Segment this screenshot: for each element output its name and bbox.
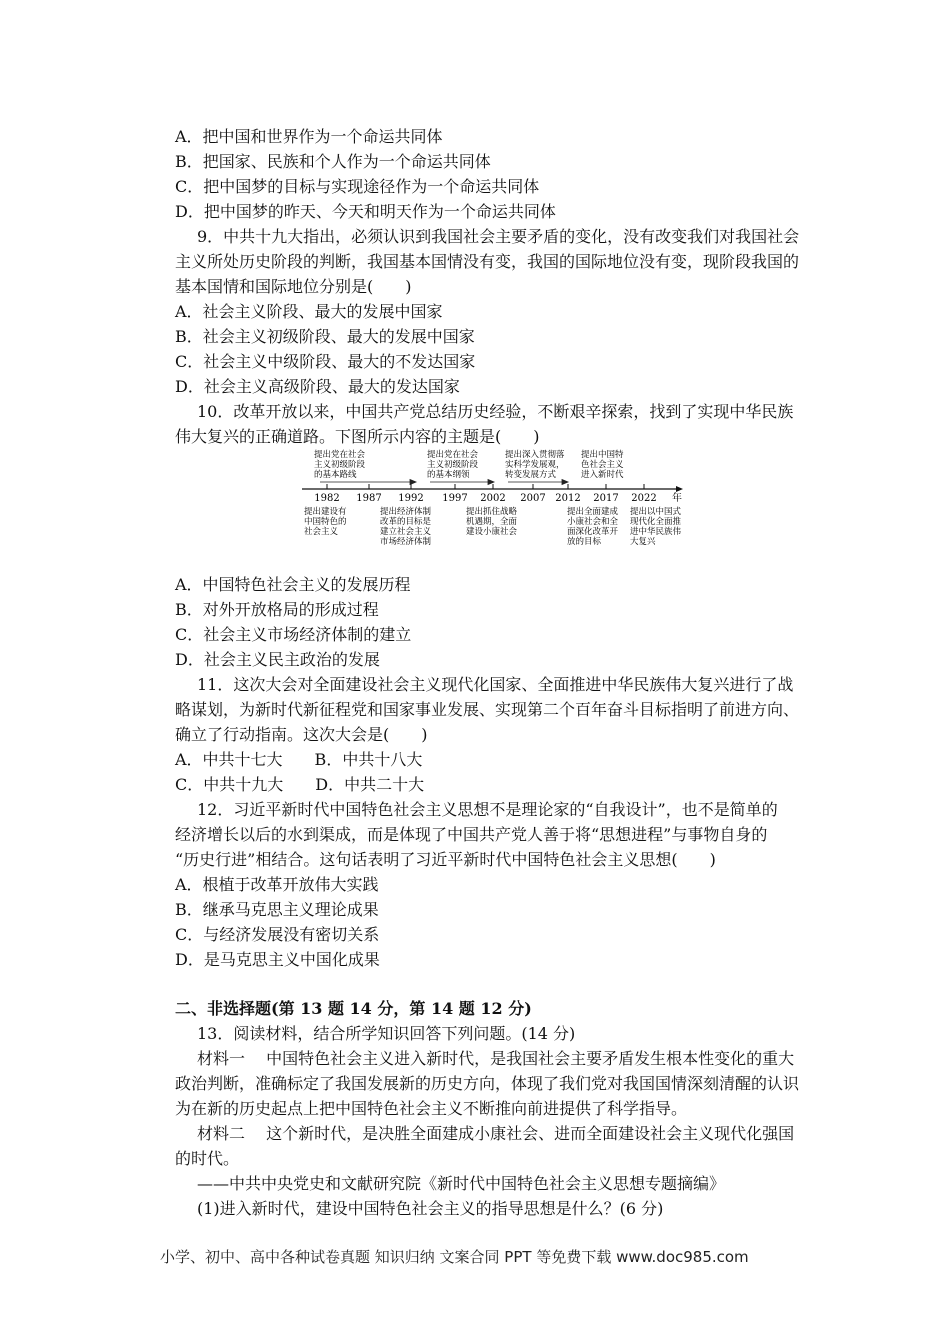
q12-stem-line: 12．习近平新时代中国特色社会主义思想不是理论家的“自我设计”，也不是简单的 — [197, 800, 778, 819]
timeline-event-text: 的基本路线 — [314, 470, 357, 480]
timeline-event-text: 主义初级阶段 — [314, 460, 366, 470]
timeline-year-label: 2017 — [593, 493, 619, 504]
timeline-top-event — [427, 449, 479, 480]
timeline-event-text: 改革的目标是 — [380, 517, 432, 527]
timeline-event-text: 大复兴 — [630, 537, 656, 547]
q13-material1-line: 材料一 中国特色社会主义进入新时代，是我国社会主要矛盾发生根本性变化的重大 — [197, 1049, 795, 1068]
q9-stem-line: 主义所处历史阶段的判断，我国基本国情没有变，我国的国际地位没有变，现阶段我国的 — [175, 252, 800, 271]
timeline-event-text: 提出党在社会 — [427, 450, 479, 460]
q13-material1-line: 为在新的历史起点上把中国特色社会主义不断推向前进提供了科学指导。 — [175, 1099, 688, 1118]
timeline-event-text: 进入新时代 — [581, 470, 624, 480]
q10-option-a: A．中国特色社会主义的发展历程 — [175, 575, 411, 594]
q8-option-c: C．把中国梦的目标与实现途径作为一个命运共同体 — [175, 177, 540, 196]
timeline-event-text: 实科学发展观， — [505, 460, 565, 470]
q13-material1-line: 政治判断，准确标定了我国发展新的历史方向，体现了我们党对我国国情深刻清醒的认识 — [175, 1074, 800, 1093]
timeline-event-text: 建立社会主义 — [380, 527, 432, 537]
timeline-event-text: 中国特色的 — [304, 517, 347, 527]
q10-stem-line: 10．改革开放以来，中国共产党总结历史经验，不断艰辛探索，找到了实现中华民族 — [197, 402, 794, 421]
timeline-event-text: 提出党在社会 — [314, 450, 366, 460]
timeline-year-label: 2012 — [555, 493, 581, 504]
q8-option-a: A．把中国和世界作为一个命运共同体 — [175, 127, 443, 146]
timeline-event-text: 现代化全面推 — [630, 517, 682, 527]
q13-material2-line: 的时代。 — [175, 1149, 240, 1168]
q12-option-b: B．继承马克思主义理论成果 — [175, 900, 379, 919]
timeline-event-text: 机遇期，全面 — [466, 517, 518, 527]
timeline-event-text: 提出以中国式 — [630, 507, 682, 517]
timeline-event-text: 提出经济体制 — [380, 507, 432, 517]
q11-options-ab: A．中共十七大 B．中共十八大 — [175, 750, 423, 769]
timeline-figure — [300, 448, 692, 564]
timeline-year-label: 1992 — [398, 493, 424, 504]
q13-stem: 13．阅读材料，结合所学知识回答下列问题。(14 分) — [197, 1024, 576, 1043]
timeline-event-text: 色社会主义 — [581, 460, 624, 470]
timeline-bottom-event — [630, 506, 682, 547]
q9-option-a: A．社会主义阶段、最大的发展中国家 — [175, 302, 443, 321]
timeline-ticks — [314, 484, 656, 504]
timeline-arrows — [320, 480, 568, 485]
timeline-event-text: 提出深入贯彻落 — [505, 450, 565, 460]
timeline-year-label: 1997 — [442, 493, 468, 504]
q13-material2-line: 材料二 这个新时代，是决胜全面建成小康社会、进而全面建设社会主义现代化强国 — [197, 1124, 795, 1143]
q9-option-c: C．社会主义中级阶段、最大的不发达国家 — [175, 352, 476, 371]
timeline-event-text: 的基本纲领 — [427, 470, 470, 480]
q11-stem-line: 确立了行动指南。这次大会是( ) — [175, 725, 428, 744]
timeline-year-label: 2007 — [520, 493, 546, 504]
q11-stem-line: 略谋划，为新时代新征程党和国家事业发展、实现第二个百年奋斗目标指明了前进方向、 — [175, 700, 800, 719]
q9-stem-line: 9．中共十九大指出，必须认识到我国社会主要矛盾的变化，没有改变我们对我国社会 — [197, 227, 800, 246]
timeline-event-text: 市场经济体制 — [380, 537, 432, 547]
q12-option-a: A．根植于改革开放伟大实践 — [175, 875, 379, 894]
timeline-year-label: 1987 — [356, 493, 382, 504]
q12-stem-line: 经济增长以后的水到渠成，而是体现了中国共产党人善于将“思想进程”与事物自身的 — [175, 825, 768, 844]
timeline-axis-arrowhead — [676, 486, 683, 492]
timeline-event-text: 进中华民族伟 — [630, 527, 682, 537]
q13-sub-question-1: (1)进入新时代，建设中国特色社会主义的指导思想是什么？(6 分) — [197, 1199, 664, 1218]
timeline-event-text: 转变发展方式 — [505, 470, 557, 480]
q12-option-d: D．是马克思主义中国化成果 — [175, 950, 380, 969]
timeline-unit: 年 — [672, 493, 682, 504]
q8-option-b: B．把国家、民族和个人作为一个命运共同体 — [175, 152, 491, 171]
timeline-event-text: 提出抓住战略 — [466, 507, 518, 517]
q11-options-cd: C．中共十九大 D．中共二十大 — [175, 775, 425, 794]
timeline-event-text: 面深化改革开 — [567, 527, 619, 537]
timeline-event-text: 放的目标 — [567, 537, 602, 547]
q8-option-d: D．把中国梦的昨天、今天和明天作为一个命运共同体 — [175, 202, 556, 221]
timeline-event-text: 提出全面建成 — [567, 507, 619, 517]
q10-stem-line: 伟大复兴的正确道路。下图所示内容的主题是( ) — [175, 427, 540, 446]
q9-stem-line: 基本国情和国际地位分别是( ) — [175, 277, 412, 296]
timeline-top-event — [581, 449, 624, 480]
q9-option-b: B．社会主义初级阶段、最大的发展中国家 — [175, 327, 475, 346]
q11-stem-line: 11．这次大会对全面建设社会主义现代化国家、全面推进中华民族伟大复兴进行了战 — [197, 675, 794, 694]
timeline-bottom-event — [304, 506, 347, 537]
q12-stem-line: “历史行进”相结合。这句话表明了习近平新时代中国特色社会主义思想( ) — [175, 850, 716, 869]
timeline-event-text: 主义初级阶段 — [427, 460, 479, 470]
timeline-year-label: 1982 — [314, 493, 340, 504]
timeline-event-text: 社会主义 — [304, 527, 339, 537]
timeline-year-label: 2022 — [631, 493, 657, 504]
timeline-event-text: 提出建设有 — [304, 507, 347, 517]
timeline-top-event — [314, 449, 366, 480]
timeline-event-text: 提出中国特 — [581, 450, 624, 460]
section-title: 二、非选择题(第 13 题 14 分，第 14 题 12 分) — [175, 999, 532, 1018]
q9-option-d: D．社会主义高级阶段、最大的发达国家 — [175, 377, 460, 396]
q10-option-b: B．对外开放格局的形成过程 — [175, 600, 379, 619]
timeline-bottom-event — [466, 506, 518, 537]
q10-option-d: D．社会主义民主政治的发展 — [175, 650, 380, 669]
timeline-bottom-event — [567, 506, 619, 547]
q12-option-c: C．与经济发展没有密切关系 — [175, 925, 380, 944]
timeline-top-event — [505, 449, 565, 480]
timeline-event-text: 建设小康社会 — [466, 527, 518, 537]
q10-option-c: C．社会主义市场经济体制的建立 — [175, 625, 412, 644]
timeline-event-text: 小康社会和全 — [567, 517, 619, 527]
footer-text: 小学、初中、高中各种试卷真题 知识归纳 文案合同 PPT 等免费下载 www.doc985.com — [160, 1248, 749, 1266]
q13-source: ——中共中央党史和文献研究院《新时代中国特色社会主义思想专题摘编》 — [197, 1174, 726, 1193]
timeline-year-label: 2002 — [480, 493, 506, 504]
timeline-bottom-event — [380, 506, 432, 547]
